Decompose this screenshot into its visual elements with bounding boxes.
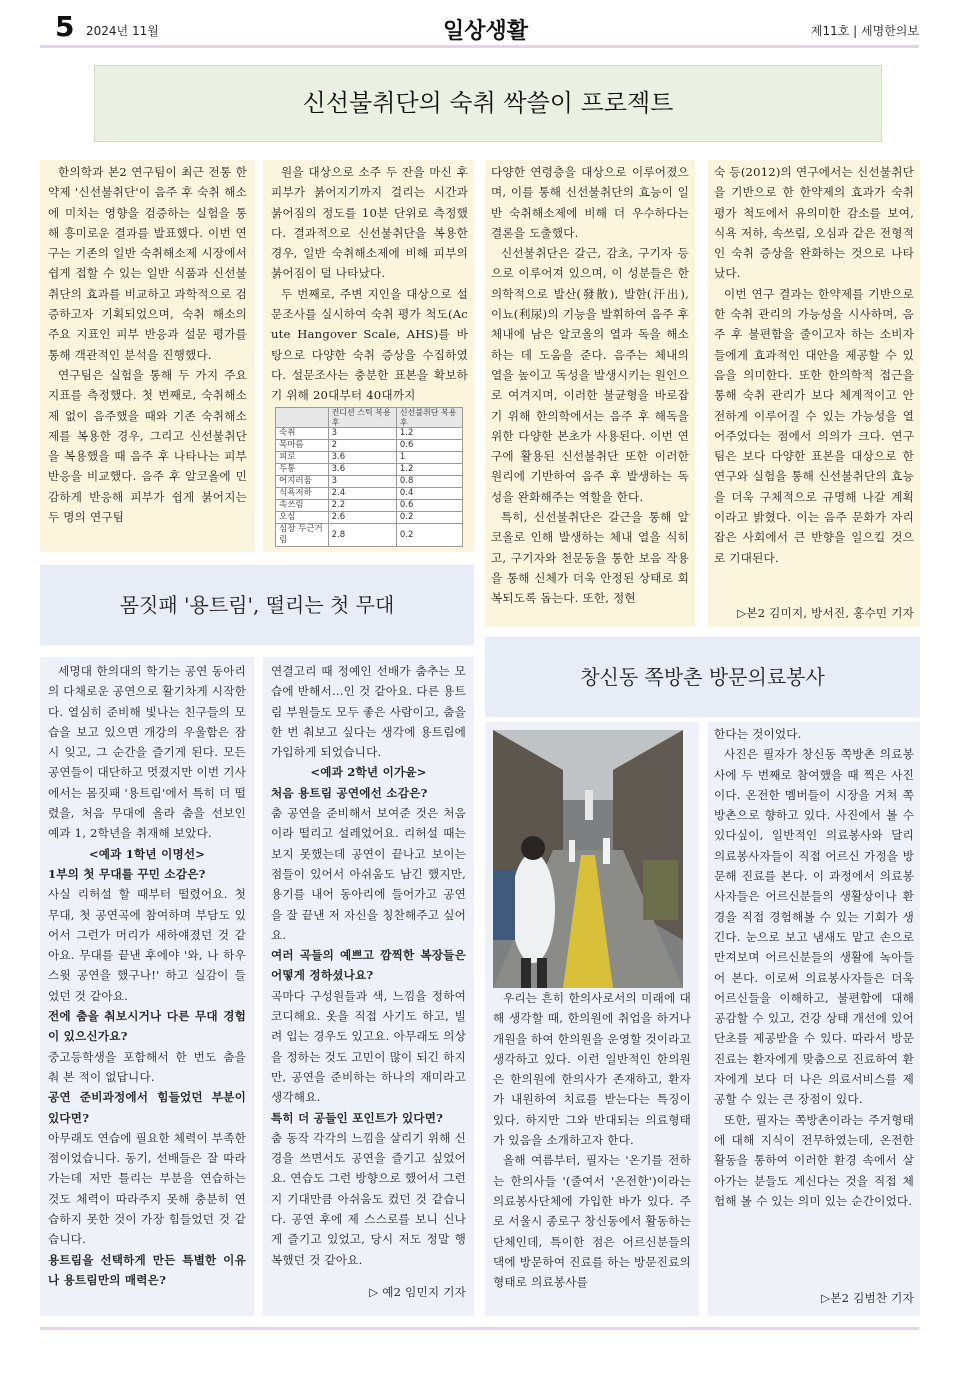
table-cell: 어지러움 (276, 476, 329, 488)
table-cell: 0.6 (396, 440, 462, 452)
header-divider (40, 45, 919, 48)
table-cell: 0.8 (396, 476, 462, 488)
issue-date: 2024년 11월 (86, 24, 159, 38)
paragraph: 한의학과 본2 연구팀이 최근 전통 한약제 '신선불취단'이 음주 후 숙취 해소에 미치는 영향을 검증하는 실험을 통해 흥미로운 결과를 발표했다. 이번 연구는 기존의 일반 숙취해소제 시장에서 쉽게 접할 수 있는 일반 식품과 신선불취단의 효과를 비교하고 과학적으로 검증하고자 기획되었으며, 숙취 해소의 주요 지표인 피부 반응과 설문 평가를 통해 객관적인 분석을 진행했다. (48, 165, 247, 362)
table-cell: 2.4 (328, 488, 396, 500)
table-cell: 2.2 (328, 500, 396, 512)
article2-column-2 (263, 657, 474, 1316)
table-cell: 0.2 (396, 512, 462, 524)
table-row (276, 524, 463, 547)
paragraph: 특히, 신선불취단은 갈근을 통해 알코올로 인해 발생하는 체내 열을 식히고, 구기자와 천문동을 통한 보음 작용을 통해 신체가 더욱 안정된 상태로 회복되도록 돕는다. 또한, 정현 (491, 510, 689, 606)
issue-label: 제11호 | 세명한의보 (810, 24, 919, 38)
paragraph: 올해 여름부터, 필자는 '온기를 전하는 한의사들 '(줄여서 '온전한')이라는 의료봉사단체에 가입한 바가 있다. 주로 서울시 종로구 창신동에서 활동하는 단체인데, 특이한 점은 어르신분들의 댁에 방문하여 진료를 하는 방문진료의 형태로 의료봉사를 (493, 1153, 691, 1290)
article3-column-2 (708, 722, 920, 1316)
interview-question: 처음 용트림 공연에선 소감은? (271, 785, 428, 800)
interview-answer: 사실 리허설 할 때부터 떨렸어요. 첫 무대, 첫 공연곡에 참여하며 부담도 있어서 그런가 머리가 새하얘졌던 것 같아요. 무대를 끝낸 후에야 '와, 나 하우스윗 공연을 했구나!' 하고 실감이 들었던 것 같아요. (48, 887, 246, 1003)
table-cell: 0.6 (396, 500, 462, 512)
table-row (276, 512, 463, 524)
page-number: 5 (55, 10, 75, 43)
interview-answer: 연결고리 때 정예인 선배가 춤추는 모습에 반해서...인 것 같아요. 다른 용트림 부원들도 모두 좋은 사람이고, 춤을 한 번 춰보고 싶다는 생각에 용트림에 가입하게 되었습니다. (271, 664, 466, 760)
interview-question: 특히 더 공들인 포인트가 있다면? (271, 1110, 444, 1125)
article3-column-1 (485, 722, 699, 1316)
paragraph: 한다는 것이었다. (714, 727, 802, 741)
table-cell: 3 (328, 428, 396, 440)
table-cell: 식욕저하 (276, 488, 329, 500)
table-row (276, 476, 463, 488)
table-cell: 두통 (276, 464, 329, 476)
interview-answer: 춤 동작 각각의 느낌을 살리기 위해 신경을 쓰면서도 공연을 즐기고 싶었어요. 연습도 그런 방향으로 했어서 그런지 기대만큼 아쉬움도 컸던 것 같습니다. 공연 후에 제 스스로를 보니 신나게 즐기고 있었고, 당시 저도 정말 행복했던 것 같아요. (271, 1130, 466, 1267)
table-row (276, 452, 463, 464)
interview-question: 1부의 첫 무대를 꾸민 소감은? (48, 866, 206, 881)
table-cell: 숙취 (276, 428, 329, 440)
table-row (276, 464, 463, 476)
article1-byline: ▷본2 김미지, 방서진, 홍수민 기자 (737, 605, 914, 620)
paragraph: 이번 연구 결과는 한약제를 기반으로 한 숙취 관리의 가능성을 시사하며, 음주 후 불편함을 줄이고자 하는 소비자들에게 효과적인 대안을 제공할 수 있음을 의미한다. 또한 한의학적 접근을 통해 숙취 관리가 보다 체계적이고 안전하게 이루어질 수 있는 가능성을 열어주었다는 점에서 의의가 크다. 연구팀은 보다 다양한 표본을 대상으로 한 연구와 실험을 통해 신선불취단의 효능을 더욱 구체적으로 규명해 나갈 계획이라고 밝혔다. 이는 음주 문화가 자리잡은 사회에서 큰 반향을 일으킬 것으로 기대된다. (714, 286, 914, 565)
table-row (276, 440, 463, 452)
table-cell: 2 (328, 440, 396, 452)
volunteer-photo (493, 730, 683, 988)
table-cell: 속쓰림 (276, 500, 329, 512)
table-cell: 0.2 (396, 524, 462, 547)
paragraph: 또한, 필자는 쪽방촌이라는 주거형태에 대해 지식이 전무하였는데, 온전한 활동을 통하여 이러한 환경 속에서 살아가는 분들도 계신다는 것을 직접 체험해 볼 수 있는 의미 있는 순간이었다. (714, 1112, 914, 1208)
table-cell: 1 (396, 452, 462, 464)
paragraph: 숙 등(2012)의 연구에서는 신선불취단을 기반으로 한 한약제의 효과가 숙취평가 척도에서 유의미한 감소를 보여, 식욕 저하, 속쓰림, 오심과 같은 전형적인 숙취 증상을 완화하는 것으로 나타났다. (714, 165, 914, 281)
table-cell: 0.4 (396, 488, 462, 500)
table-row (276, 500, 463, 512)
article3-byline: ▷본2 김범찬 기자 (821, 1290, 914, 1305)
table-row (276, 428, 463, 440)
article1-title: 신선불취단의 숙취 싹쓸이 프로젝트 (302, 89, 674, 117)
interview-answer: 아무래도 연습에 필요한 체력이 부족한 점이었습니다. 동기, 선배들은 잘 따라가는데 저만 틀리는 부분을 연습하는 것도 체력이 따라주지 못해 충분히 연습하지 못한 것이 가장 힘들었던 것 같습니다. (48, 1130, 246, 1247)
section-title: 일상생활 (442, 19, 528, 44)
market-street-photo-icon (493, 730, 683, 988)
paragraph: 신선불취단은 갈근, 감초, 구기자 등으로 이루어져 있으며, 이 성분들은 한의학적으로 발산(發散), 발한(汗出), 이뇨(利尿)의 기능을 발휘하여 음주 후 체내에 남은 알코올의 열과 독을 해소하는 데 도움을 준다. 음주는 체내의 열을 높이고 독성을 발생시키는 원인으로 여겨지며, 이러한 불균형을 바로잡기 위해 한의학에서는 음주 후 해독을 위한 다양한 본초가 사용된다. 이번 연구에 활용된 신선불취단 또한 이러한 원리에 기반하여 음주 후 발생하는 독성을 완화해주는 역할을 한다. (491, 246, 689, 504)
table-header-cell: 신선불취단 복용 후 (396, 408, 462, 428)
interview-question: 용트림을 선택하게 만든 특별한 이유나 용트림만의 매력은? (48, 1252, 246, 1287)
table-cell: 오심 (276, 512, 329, 524)
interview-question: 전에 춤을 춰보시거나 다른 무대 경험이 있으신가요? (48, 1009, 246, 1044)
article2-title-box (40, 565, 474, 645)
interview-question: 여러 곡들의 예쁘고 깜찍한 복장들은 어떻게 정하셨나요? (271, 948, 466, 983)
table-cell: 3.6 (328, 452, 396, 464)
table-cell: 2.8 (328, 524, 396, 547)
footer-divider (40, 1327, 919, 1330)
paragraph: 사진은 필자가 창신동 쪽방촌 의료봉사에 두 번째로 참여했을 때 찍은 사진이다. 온전한 멤버들이 시장을 거쳐 쪽방촌으로 향하고 있다. 사진에서 볼 수 있다싶이, 일반적인 의료봉사와 달리 의료봉사자들이 직접 어르신 가정을 방문해 진료를 본다. 이 과정에서 의료봉사자들은 어르신분들의 생활상이나 환경을 직접 경험해볼 수 있는 기회가 생긴다. 눈으로 보고 냄새도 맡고 손으로 만져보며 어르신분들의 생활에 녹아들어 본다. 이로써 의료봉사자들은 더욱 어르신들을 이해하고, 불편함에 대해 공감할 수 있고, 건강 상태 개선에 있어 단초를 제공받을 수 있다. 따라서 방문진료는 환자에게 맞춤으로 진료하여 환자에게 보다 더 나은 의료서비스를 제공할 수 있는 큰 장점이 있다. (714, 747, 914, 1107)
article3-text-1 (485, 988, 699, 1292)
paragraph: 원을 대상으로 소주 두 잔을 마신 후 피부가 붉어지기까지 걸리는 시간과 붉어짐의 정도를 10분 단위로 측정했다. 결과적으로 신선불취단을 복용한 경우, 일반 숙취해소제에 비해 피부의 붉어짐이 덜 나타났다. (271, 165, 468, 281)
article2-column-1 (40, 657, 254, 1316)
article3-title-box (485, 637, 920, 717)
article1-column-2 (263, 160, 474, 552)
interview-question: 공연 준비과정에서 힘들었던 부분이 있다면? (48, 1090, 246, 1125)
table-cell: 심장 두근거림 (276, 524, 329, 547)
article1-column-4 (708, 160, 920, 627)
interview-answer: 곡마다 구성원들과 색, 느낌을 정하여 코디해요. 옷을 직접 사기도 하고, 빌려 입는 경우도 있고요. 아무래도 의상을 정하는 것도 고민이 많이 되긴 하지만, 공연을 준비하는 하나의 재미라고 생각해요. (271, 988, 466, 1105)
paragraph: 세명대 한의대의 학기는 공연 동아리의 다채로운 공연으로 활기차게 시작한다. 열심히 준비해 빛나는 친구들의 모습을 보고 있으면 개강의 우울함은 잠시 잊고, 그 순간을 즐기게 된다. 모든 공연들이 대단하고 멋졌지만 이번 기사에서는 몸짓패 '용트림'에서 특히 더 떨렸을, 처음 무대에 올라 춤을 선보인 예과 1, 2학년을 취재해 보았다. (48, 664, 246, 841)
article1-column-3 (485, 160, 695, 627)
paragraph: 두 번째로, 주변 지인을 대상으로 설문조사를 실시하여 숙취 평가 척도(Acute Hangover Scale, AHS)를 바탕으로 다양한 숙취 증상을 수집하였다. 설문조사는 충분한 표본을 확보하기 위해 20대부터 40대까지 (271, 286, 468, 403)
table-header-cell: 컨디션 스틱 복용 후 (328, 408, 396, 428)
article2-byline: ▷ 예2 임민지 기자 (369, 1284, 466, 1299)
article3-title: 창신동 쪽방촌 방문의료봉사 (580, 665, 825, 689)
article2-title: 몸짓패 '용트림', 떨리는 첫 무대 (119, 593, 395, 617)
table-cell: 3 (328, 476, 396, 488)
table-cell: 목마름 (276, 440, 329, 452)
table-header-row (276, 408, 463, 428)
paragraph: 우리는 흔히 한의사로서의 미래에 대해 생각할 때, 한의원에 취업을 하거나 개원을 하여 한의원을 운영할 것이라고 생각하고 있다. 이런 일반적인 한의원은 한의원에 한의사가 존재하고, 환자가 내원하여 치료를 받는다는 특징이 있다. 하지만 그와 반대되는 의료형태가 있음을 소개하고자 한다. (493, 991, 691, 1148)
paragraph: 연구팀은 실험을 통해 두 가지 주요 지표를 측정했다. 첫 번째로, 숙취해소제 없이 음주했을 때와 기존 숙취해소제를 복용한 경우, 그리고 신선불취단을 복용했을 때 음주 후 나타나는 피부 반응을 비교했다. 음주 후 알코올에 민감하게 반응해 피부가 쉽게 붉어지는 두 명의 연구팀 (48, 367, 247, 525)
table-cell: 1.2 (396, 428, 462, 440)
paragraph: 다양한 연령층을 대상으로 이루어졌으며, 이를 통해 신선불취단의 효능이 일반 숙취해소제에 비해 더 우수하다는 결론을 도출했다. (491, 165, 689, 240)
table-cell: 3.6 (328, 464, 396, 476)
interview-answer: 춤 공연을 준비해서 보여준 것은 처음이라 떨리고 설레었어요. 리허설 때는 보지 못했는데 공연이 끝나고 보이는 점들이 있어서 아쉬움도 남긴 했지만, 용기를 내어 동아리에 들어가고 공연을 잘 끝낸 저 자신을 칭찬해주고 싶어요. (271, 806, 466, 942)
hangover-table (275, 407, 463, 547)
table-header-cell (276, 408, 329, 428)
interviewee-heading: <예과 1학년 이명선> (88, 846, 206, 861)
article1-title-box (94, 65, 882, 142)
interview-answer: 중고등학생을 포함해서 한 번도 춤을 춰 본 적이 없답니다. (48, 1049, 246, 1084)
table-cell: 피로 (276, 452, 329, 464)
table-row (276, 488, 463, 500)
interviewee-heading: <예과 2학년 이가윤> (310, 765, 427, 780)
table-cell: 2.6 (328, 512, 396, 524)
article1-column-1 (40, 160, 255, 552)
table-cell: 1.2 (396, 464, 462, 476)
